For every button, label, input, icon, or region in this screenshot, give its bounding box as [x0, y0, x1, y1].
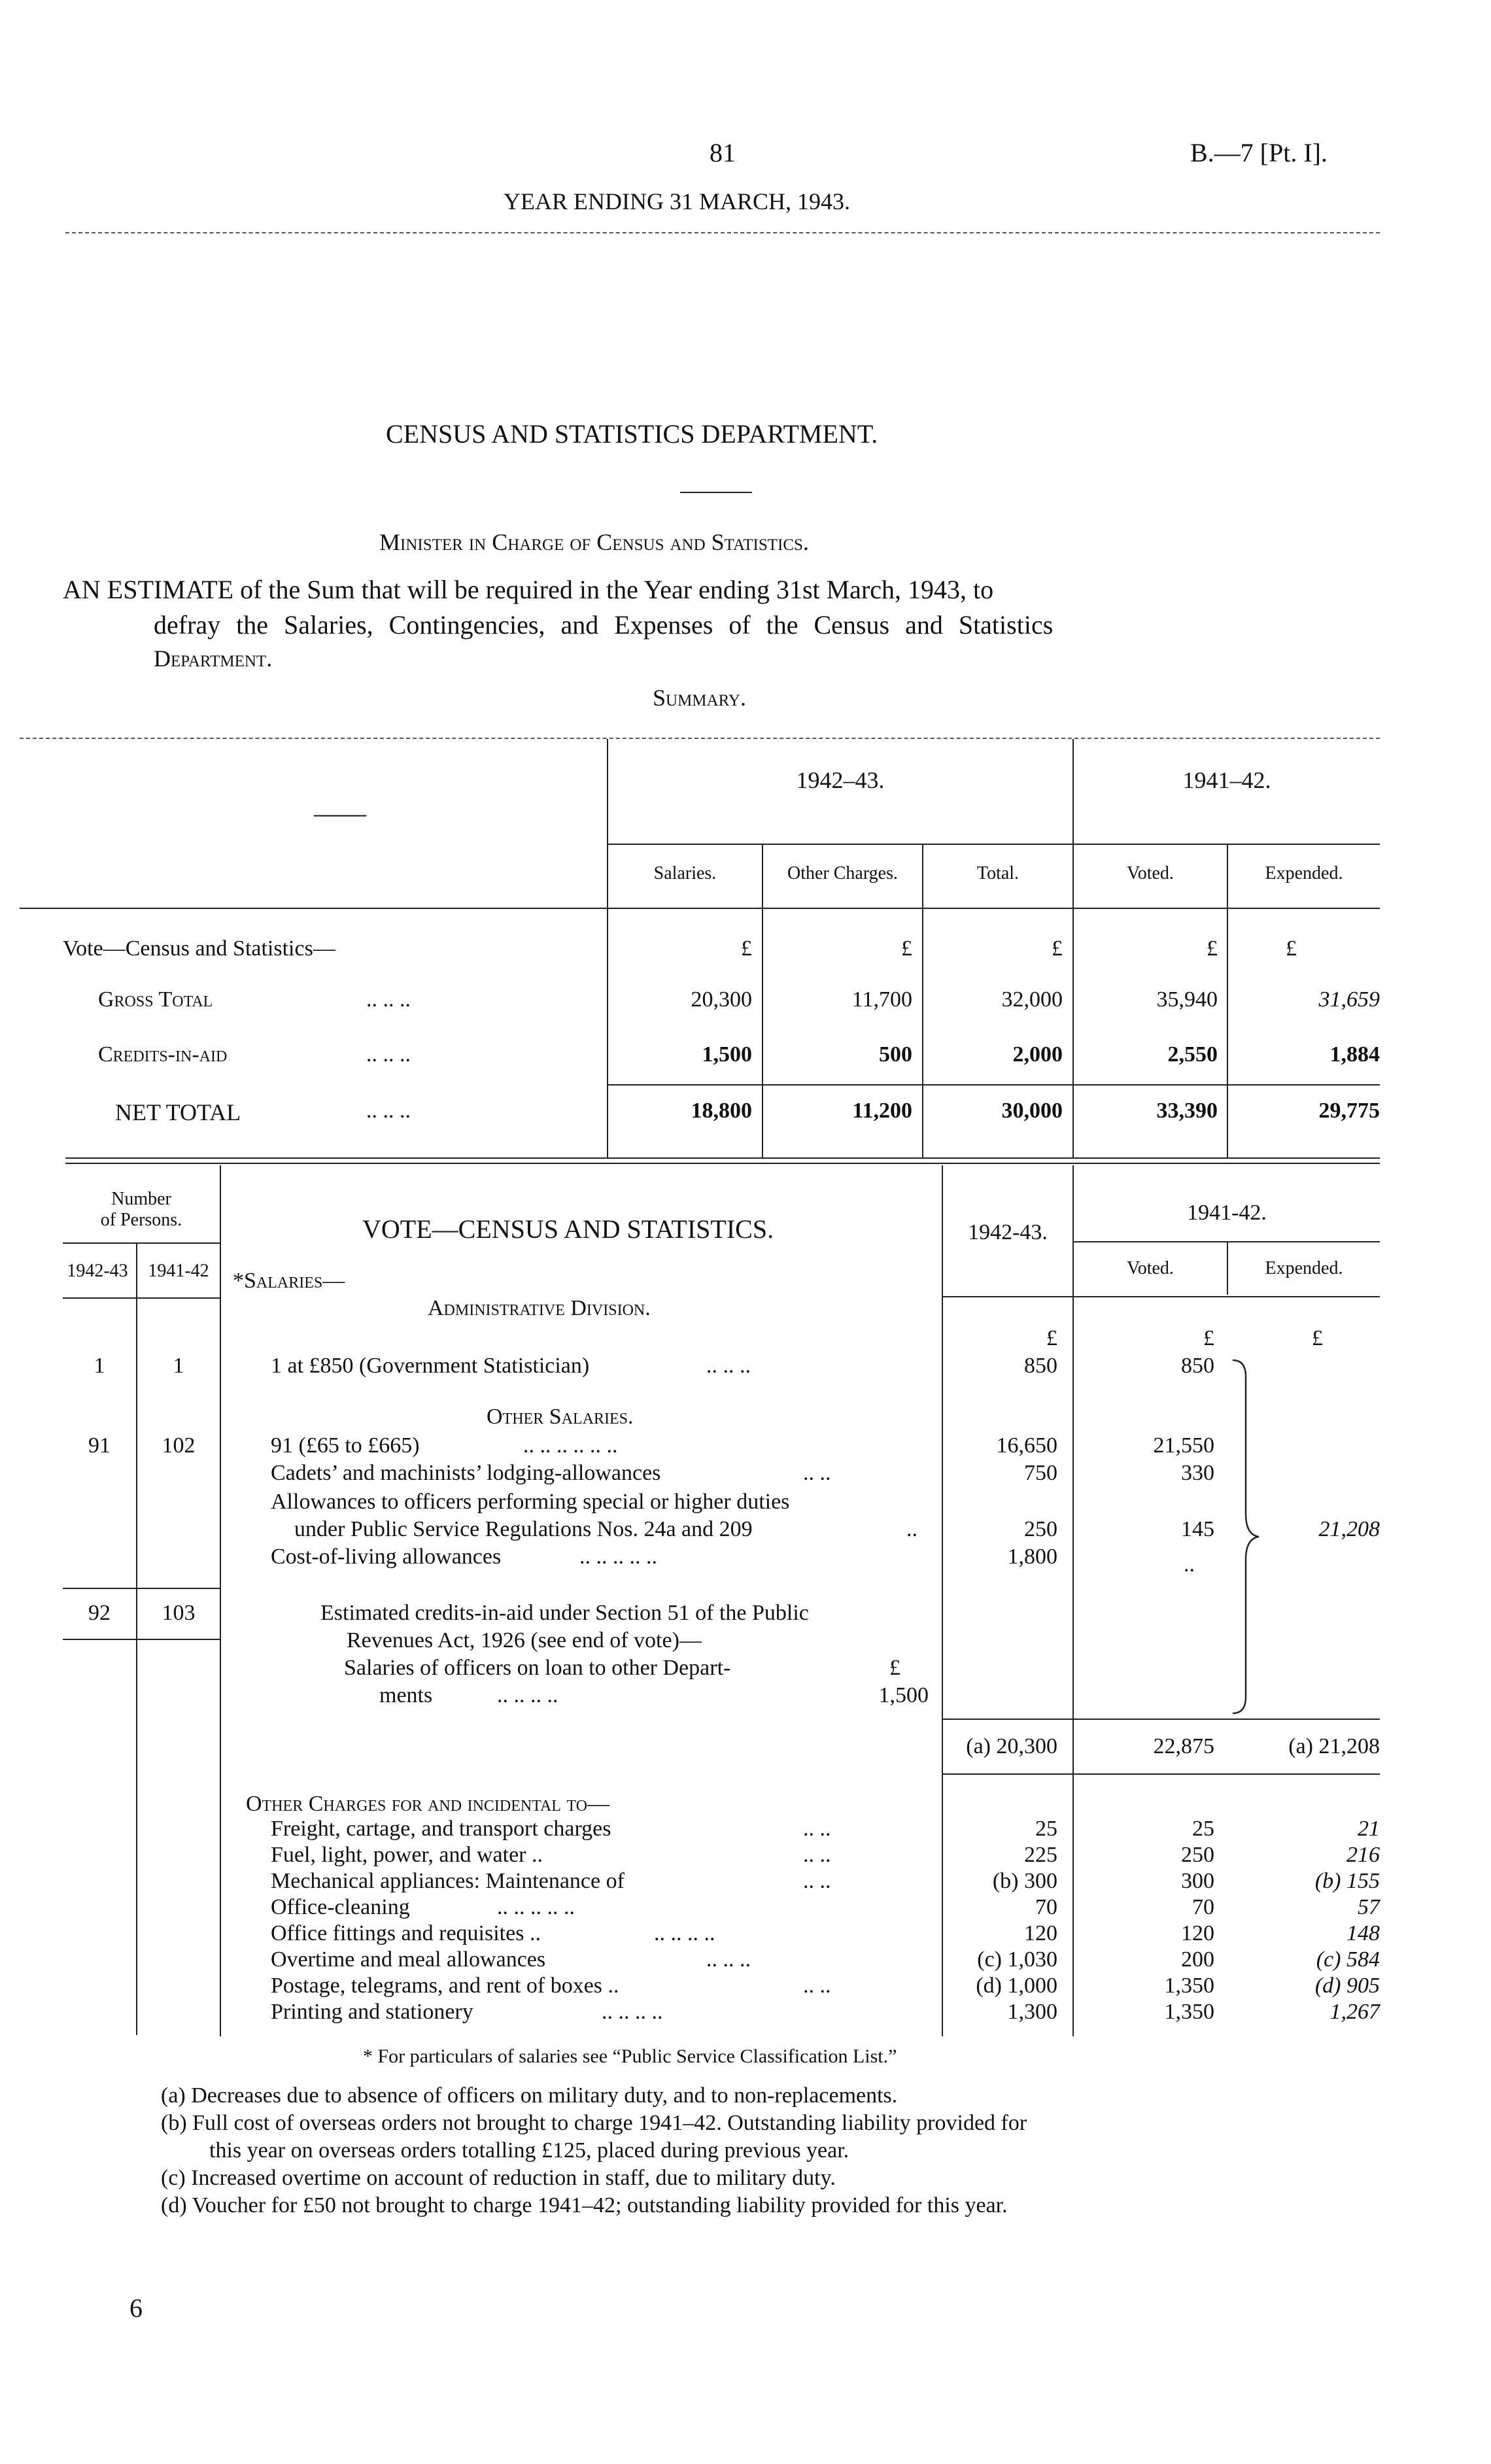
subtotal-rule	[943, 1773, 1380, 1775]
summary-expended-value: 31,659	[1318, 987, 1380, 1012]
value-1942: 250	[1024, 1517, 1057, 1541]
estimate-line-3: Department.	[154, 645, 273, 672]
leader-dots: .. .. .. ..	[654, 1921, 715, 1945]
persons-col-4142: 1941-42	[148, 1261, 209, 1281]
leader-dots: .. .. .. ..	[602, 2000, 663, 2024]
minister-line: Minister in Charge of Census and Statistics.	[379, 529, 809, 555]
value-1942: (d) 1,000	[976, 1974, 1057, 1998]
leader-dots: .. ..	[803, 1461, 831, 1485]
vote-sub-voted: Voted.	[1127, 1258, 1174, 1278]
value-1942: 16,650	[996, 1433, 1057, 1458]
salary-item: Allowances to officers performing special or higher duties	[271, 1490, 790, 1514]
value-1942: 850	[1024, 1354, 1057, 1378]
summary-dash: ——	[314, 798, 366, 828]
summary-row-label: Gross Total	[98, 987, 213, 1012]
credits-text: Salaries of officers on loan to other Depart-	[344, 1656, 731, 1680]
summary-voted-value: 2,550	[1167, 1042, 1218, 1067]
persons-rule	[63, 1242, 220, 1244]
currency: £	[889, 1656, 900, 1680]
value-expended: (b) 155	[1314, 1869, 1380, 1893]
persons-rule	[63, 1639, 220, 1640]
value-voted: 70	[1192, 1895, 1214, 1919]
value-expended: 148	[1346, 1921, 1380, 1945]
summary-currency: £	[1052, 936, 1063, 961]
summary-sub-salaries: Salaries.	[653, 863, 717, 883]
subtotal-1942: (a) 20,300	[966, 1734, 1057, 1758]
footnote-a: (a) Decreases due to absence of officers on military duty, and to non-replacements.	[161, 2083, 898, 2108]
value-voted: 145	[1181, 1517, 1214, 1541]
charge-item: Printing and stationery	[271, 2000, 473, 2024]
value-expended: (c) 584	[1316, 1947, 1380, 1972]
summary-subheader-rule	[608, 844, 1380, 845]
leader-dots: .. ..	[803, 1843, 831, 1867]
currency: £	[1046, 1326, 1057, 1350]
summary-currency: £	[901, 936, 912, 961]
value-voted: 850	[1181, 1354, 1214, 1378]
page-reference: B.—7 [Pt. I].	[1190, 138, 1328, 167]
vote-sub-expended: Expended.	[1265, 1258, 1343, 1278]
summary-row-label: NET TOTAL	[115, 1099, 241, 1125]
persons-rule	[63, 1297, 220, 1299]
summary-voted-value: 33,390	[1156, 1099, 1218, 1123]
leader-dots: .. ..	[803, 1817, 831, 1841]
summary-currency: £	[1207, 936, 1218, 961]
value-voted: 21,550	[1153, 1433, 1214, 1458]
summary-total-value: 30,000	[1001, 1099, 1063, 1123]
value-voted: 25	[1192, 1817, 1214, 1841]
summary-currency: £	[1286, 936, 1297, 961]
leader-dots: .. .. ..	[366, 987, 411, 1012]
footnote-c: (c) Increased overtime on account of reduction in staff, due to military duty.	[161, 2166, 836, 2190]
admin-division-label: Administrative Division.	[428, 1296, 651, 1320]
leader-dots: .. ..	[803, 1974, 831, 1998]
persons-total-4142: 103	[162, 1601, 196, 1625]
value-expended: 1,267	[1329, 2000, 1380, 2024]
summary-top-rule	[20, 738, 1380, 739]
charge-item: Postage, telegrams, and rent of boxes ..	[271, 1974, 619, 1998]
credits-text: ments	[379, 1683, 433, 1707]
summary-net-rule	[608, 1084, 1380, 1086]
value-1942: 750	[1024, 1461, 1057, 1485]
value-voted: 1,350	[1164, 2000, 1214, 2024]
value-voted: 1,350	[1164, 1974, 1214, 1998]
value-expended: 216	[1346, 1843, 1380, 1867]
leader-dots: .. .. ..	[706, 1947, 751, 1972]
summary-heading: Summary.	[653, 685, 746, 711]
page-footer-number: 6	[129, 2293, 143, 2323]
credits-amount: 1,500	[878, 1683, 929, 1707]
estimate-line-2: defray the Salaries, Contingencies, and Expenses of the Census and Statistics	[154, 610, 1054, 640]
summary-col-1942: 1942–43.	[796, 767, 885, 793]
summary-other-value: 11,200	[852, 1099, 912, 1123]
currency: £	[1312, 1326, 1323, 1350]
other-charges-heading: Other Charges for and incidental to—	[246, 1792, 610, 1816]
title-rule	[680, 492, 752, 493]
persons-heading: of Persons.	[100, 1210, 182, 1230]
leader-dots: .. .. .. ..	[497, 1683, 558, 1707]
persons-4142: 102	[162, 1433, 196, 1458]
value-voted: 200	[1181, 1947, 1214, 1972]
charge-item: Overtime and meal allowances	[271, 1947, 546, 1972]
summary-expended-value: 29,775	[1318, 1099, 1380, 1123]
year-line: YEAR ENDING 31 MARCH, 1943.	[504, 188, 850, 214]
vote-header-rule	[943, 1296, 1380, 1297]
vote-col-1942: 1942-43.	[968, 1220, 1048, 1244]
charge-item: Fuel, light, power, and water ..	[271, 1843, 543, 1867]
summary-col-1941: 1941–42.	[1182, 767, 1271, 793]
value-expended: 57	[1358, 1895, 1380, 1919]
value-voted: 120	[1181, 1921, 1214, 1945]
estimate-line-1: AN ESTIMATE of the Sum that will be required in the Year ending 31st March, 1943, to	[63, 575, 994, 604]
vote-heading: VOTE—CENSUS AND STATISTICS.	[362, 1214, 774, 1244]
summary-salaries-value: 18,800	[691, 1099, 752, 1123]
persons-4243: 91	[88, 1433, 111, 1458]
summary-sub-total: Total.	[976, 863, 1020, 883]
value-voted: 250	[1181, 1843, 1214, 1867]
credits-text: Estimated credits-in-aid under Section 51 of the Public	[320, 1601, 809, 1625]
summary-bottom-rule	[65, 1157, 1380, 1159]
value-1942: (b) 300	[992, 1869, 1057, 1893]
value-1942: 25	[1035, 1817, 1057, 1841]
summary-voted-value: 35,940	[1156, 987, 1218, 1012]
leader-dots: .. .. ..	[706, 1354, 751, 1378]
charge-item: Office-cleaning	[271, 1895, 410, 1919]
bracket-expended: 21,208	[1318, 1517, 1380, 1541]
footnote-b: (b) Full cost of overseas orders not brought to charge 1941–42. Outstanding liability provided for	[161, 2111, 1027, 2135]
page-title: CENSUS AND STATISTICS DEPARTMENT.	[386, 419, 878, 449]
leader-dots: .. .. ..	[366, 1042, 411, 1067]
persons-heading: Number	[111, 1189, 171, 1209]
value-1942: 1,300	[1007, 2000, 1057, 2024]
value-expended: 21	[1358, 1817, 1380, 1841]
leader-dots: .. .. .. .. ..	[497, 1895, 575, 1919]
footnote-star: * For particulars of salaries see “Public Service Classification List.”	[363, 2045, 897, 2067]
summary-sub-other: Other Charges.	[787, 863, 898, 883]
salary-item: 1 at £850 (Government Statistician)	[271, 1354, 590, 1378]
vote-col-1941: 1941-42.	[1187, 1201, 1267, 1225]
charge-item: Freight, cartage, and transport charges	[271, 1817, 611, 1841]
footnote-d: (d) Voucher for £50 not brought to charge 1941–42; outstanding liability provided for this year.	[161, 2193, 1008, 2217]
vote-divider	[220, 1165, 221, 2036]
value-1942: 225	[1024, 1843, 1057, 1867]
leader-dots: .. ..	[803, 1869, 831, 1893]
leader-dots: ..	[906, 1517, 917, 1541]
value-1942: 1,800	[1007, 1545, 1057, 1569]
summary-total-value: 32,000	[1001, 987, 1063, 1012]
summary-row-label: Credits-in-aid	[98, 1042, 228, 1067]
summary-vote-label: Vote—Census and Statistics—	[63, 936, 335, 961]
leader-dots: .. .. ..	[366, 1099, 411, 1123]
summary-total-value: 2,000	[1012, 1042, 1063, 1067]
leader-dots: .. .. .. .. .. ..	[523, 1433, 618, 1458]
salary-item: Cadets’ and machinists’ lodging-allowances	[271, 1461, 661, 1485]
summary-currency: £	[741, 936, 752, 961]
charge-item: Office fittings and requisites ..	[271, 1921, 541, 1945]
other-salaries-label: Other Salaries.	[487, 1405, 634, 1429]
summary-other-value: 11,700	[851, 987, 912, 1012]
summary-expended-value: 1,884	[1329, 1042, 1380, 1067]
salaries-label: *Salaries—	[233, 1269, 345, 1293]
credits-text: Revenues Act, 1926 (see end of vote)—	[347, 1628, 702, 1652]
curly-brace-icon	[1229, 1357, 1269, 1717]
header-rule	[65, 232, 1380, 233]
value-1942: 70	[1035, 1895, 1057, 1919]
salary-item: Cost-of-living allowances	[271, 1545, 502, 1569]
value-1942: 120	[1024, 1921, 1057, 1945]
persons-col-4243: 1942-43	[67, 1261, 128, 1281]
leader-dots: .. .. .. .. ..	[579, 1545, 657, 1569]
summary-salaries-value: 1,500	[702, 1042, 752, 1067]
charge-item: Mechanical appliances: Maintenance of	[271, 1869, 625, 1893]
page-number: 81	[710, 138, 736, 167]
summary-other-value: 500	[879, 1042, 912, 1067]
salary-item: 91 (£65 to £665)	[271, 1433, 420, 1458]
value-voted: ..	[1184, 1552, 1195, 1577]
persons-rule	[63, 1588, 220, 1589]
persons-4243: 1	[94, 1354, 105, 1378]
currency: £	[1203, 1326, 1214, 1350]
subtotal-voted: 22,875	[1153, 1734, 1214, 1758]
persons-4142: 1	[173, 1354, 184, 1378]
salary-item: under Public Service Regulations Nos. 24a and 209	[294, 1517, 753, 1541]
summary-sub-voted: Voted.	[1127, 863, 1174, 883]
vote-subheader-rule	[1074, 1241, 1380, 1242]
value-voted: 300	[1181, 1869, 1214, 1893]
value-expended: (d) 905	[1314, 1974, 1380, 1998]
footnote-b-cont: this year on overseas orders totalling £125, placed during previous year.	[209, 2138, 849, 2163]
subtotal-expended: (a) 21,208	[1288, 1734, 1380, 1758]
value-voted: 330	[1181, 1461, 1214, 1485]
summary-header-rule	[20, 908, 1380, 909]
summary-sub-expended: Expended.	[1265, 863, 1343, 883]
subtotal-rule	[943, 1719, 1380, 1720]
summary-bottom-rule	[65, 1163, 1380, 1164]
value-1942: (c) 1,030	[977, 1947, 1057, 1972]
summary-salaries-value: 20,300	[691, 987, 752, 1012]
persons-total-4243: 92	[88, 1601, 111, 1625]
